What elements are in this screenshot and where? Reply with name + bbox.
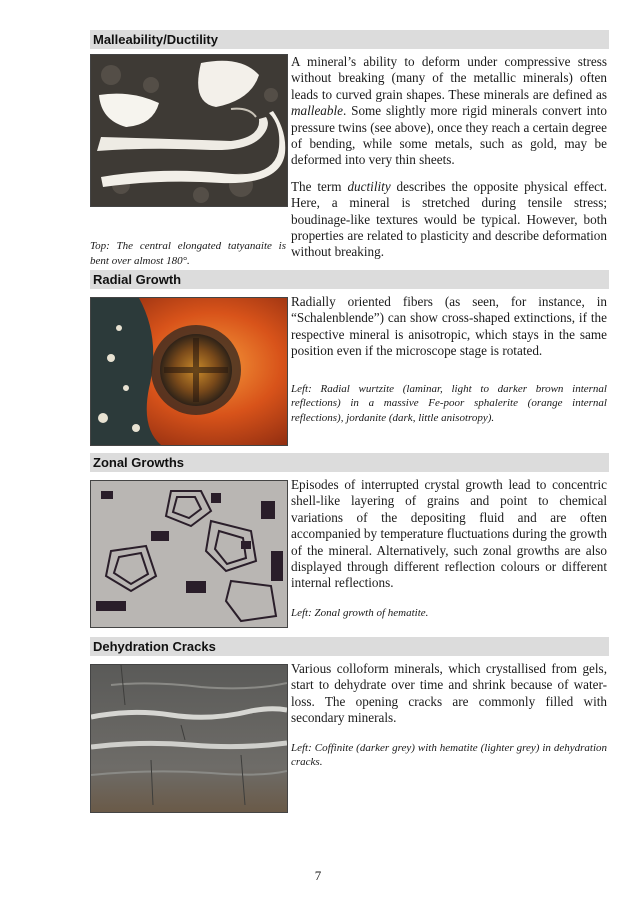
section-zonal-growths — [90, 453, 609, 637]
section-radial-growth — [90, 270, 609, 449]
section-heading: Malleability/Ductility — [90, 30, 609, 49]
section-text — [291, 661, 607, 770]
section-heading: Dehydration Cracks — [90, 637, 609, 656]
section-malleability — [90, 30, 609, 289]
paragraph: A mineral’s ability to deform under compressive stress without breaking (many of the metallic minerals) often leads to curved grain shapes. These minerals are defined as malleable. Some slightly more rigid minerals convert into pressure twins (see above), once they reach a certain degree of bending, while some metals, such as gold, may be deformed into very thin sheets. — [291, 54, 607, 168]
photo-coffinite-cracks — [90, 664, 288, 813]
photo-bent-tatyanaite — [90, 54, 288, 207]
photo-zonal-hematite — [90, 480, 288, 628]
page-number: 7 — [314, 868, 322, 883]
section-heading: Zonal Growths — [90, 453, 609, 472]
paragraph: Radially oriented fibers (as seen, for instance, in “Schalenblende”) can show cross-shaped extinctions, if the respective mineral is anisotropic, which stays in the same position even if the microscope stage is rotated. — [291, 294, 607, 359]
paragraph: The term ductility describes the opposite physical effect. Here, a mineral is stretched during tensile stress; boudinage-like textures would be typical. However, both properties are related to plasticity and describe deformation without breaking. — [291, 178, 607, 260]
paragraph: Various colloform minerals, which crystallised from gels, start to dehydrate over time and shrink because of water-loss. The opening cracks are commonly filled with secondary minerals. — [291, 661, 607, 726]
section-dehydration-cracks — [90, 637, 609, 816]
section-text — [291, 477, 607, 620]
photo-radial-wurtzite — [90, 297, 288, 446]
photo-caption: Left: Coffinite (darker grey) with hematite (lighter grey) in dehydration cracks. — [291, 741, 607, 769]
photo-caption: Left: Zonal growth of hematite. — [291, 606, 429, 619]
section-text — [291, 294, 607, 425]
section-heading: Radial Growth — [90, 270, 609, 289]
section-text — [291, 54, 607, 271]
photo-caption: Top: The central elongated tatyanaite is bent over almost 180°. — [90, 240, 286, 267]
paragraph: Episodes of interrupted crystal growth lead to concentric shell-like layering of grains and point to chemical variations of the depositing fluid and are often accompanied by temperature fluctuations during the growth of the mineral. Alternatively, such zonal growths are also displayed through different reflection colours or different internal reflections. — [291, 477, 607, 591]
photo-caption: Left: Radial wurtzite (laminar, light to darker brown internal reflections) in a massive Fe-poor sphalerite (orange internal reflections), jordanite (dark, little anisotropy). — [291, 382, 607, 424]
